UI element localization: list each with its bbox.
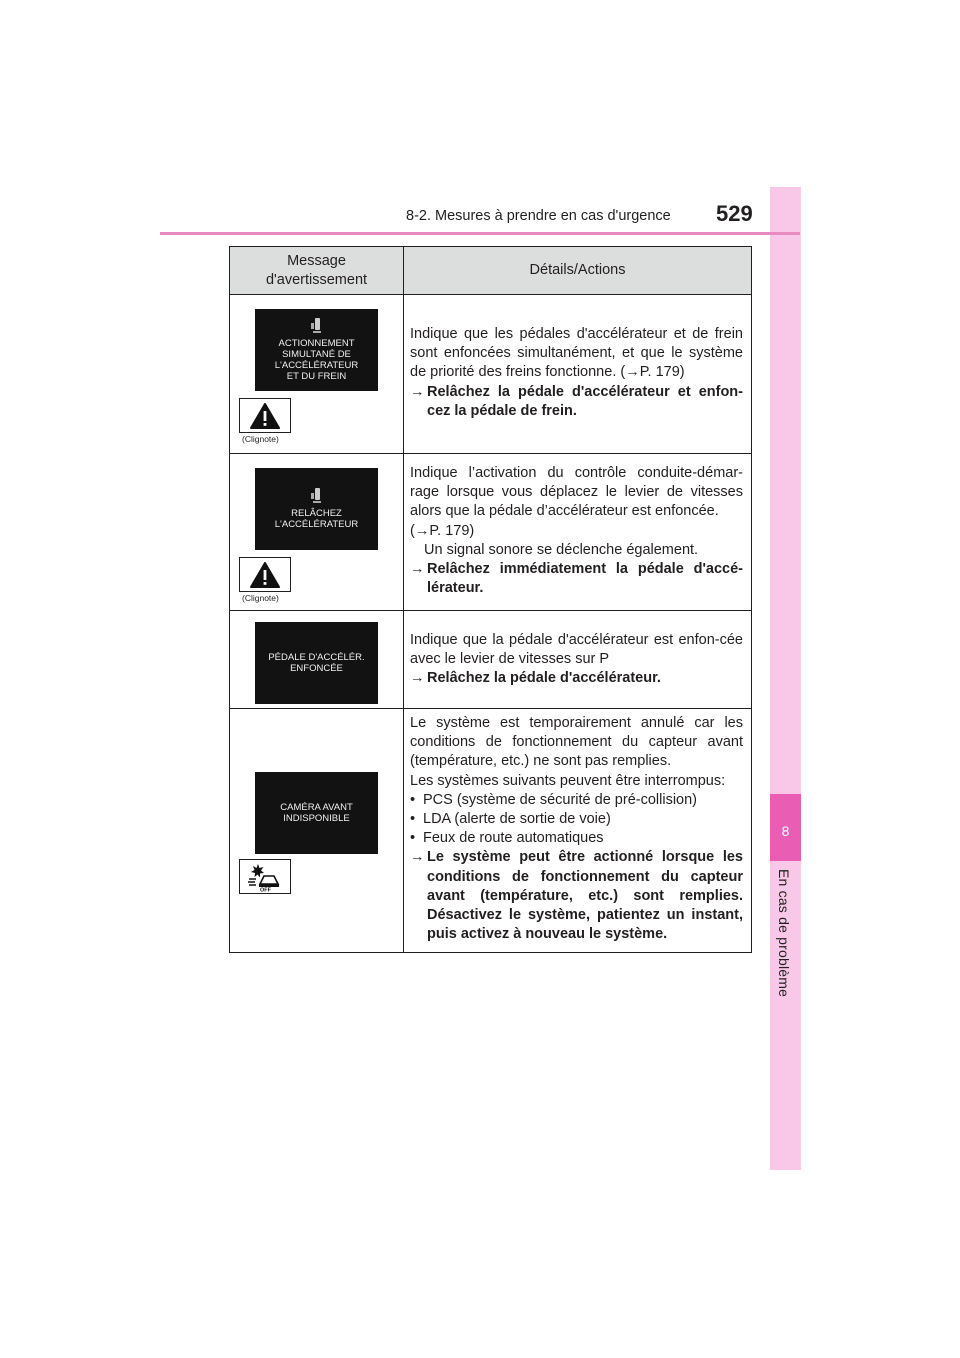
display-screen: RELÂCHEZ L'ACCÉLÉRATEUR	[255, 468, 378, 550]
arrow-icon: →	[410, 849, 425, 866]
description: Indique que les pédales d'accélérateur et de frein sont enfoncées simultanément, et que le système de priorité des freins fonctionne. (	[410, 326, 743, 381]
pcs-off-indicator	[239, 859, 291, 894]
description: Indique que la pédale d'accélérateur est enfon-cée avec le levier de vitesses sur P	[410, 632, 743, 668]
list-item: • LDA (alerte de sortie de voie)	[410, 811, 611, 828]
chapter-label: En cas de problème	[776, 869, 792, 998]
action-text: Relâchez la pédale d'accélérateur et enfon-cez la pédale de frein.	[427, 383, 743, 419]
warning-triangle-icon	[250, 562, 280, 588]
details-cell	[404, 611, 752, 709]
list-item: • PCS (système de sécurité de pré-collision)	[410, 791, 697, 808]
master-warning-indicator	[239, 557, 291, 592]
action-line	[410, 848, 743, 944]
description-2: Les systèmes suivants peuvent être interrompus:	[410, 772, 726, 789]
indicator-caption: (Clignote)	[242, 593, 279, 603]
column-header-details: Détails/Actions	[404, 247, 752, 295]
action-line	[410, 560, 743, 598]
warning-message-table	[229, 246, 752, 953]
chapter-number: 8	[781, 823, 790, 839]
details-cell	[404, 454, 752, 611]
header-rule	[160, 232, 800, 235]
indicator-caption: (Clignote)	[242, 434, 279, 444]
master-warning-indicator	[239, 398, 291, 433]
page-reference: P. 179)	[429, 522, 475, 539]
section-title: 8-2. Mesures à prendre en cas d'urgence	[406, 208, 671, 224]
table-row	[230, 454, 752, 611]
arrow-icon: →	[414, 522, 430, 539]
display-screen: CAMÉRA AVANT INDISPONIBLE	[255, 772, 378, 854]
action-line	[410, 383, 743, 421]
page-reference: P. 179)	[639, 364, 685, 381]
action-text: Le système peut être actionné lorsque les conditions de fonctionnement du capteur avant (température, etc.) sont remplies. Désactivez le système, patientez un instant, puis activez à nouveau le système.	[427, 849, 743, 943]
table-row	[230, 611, 752, 709]
indicator-off-label: OFF	[260, 887, 271, 892]
table-header-row	[230, 247, 752, 295]
warning-triangle-icon	[250, 403, 280, 429]
message-cell	[230, 454, 404, 611]
display-screen: ACTIONNEMENT SIMULTANÉ DE L'ACCÉLÉRATEUR ET DU FREIN	[255, 309, 378, 391]
description: Indique l’activation du contrôle conduite-démar-rage lorsque vous déplacez le levier de vitesses alors que la pédale d’accélérateur est enfoncée.	[410, 465, 743, 520]
list-item: • Feux de route automatiques	[410, 830, 604, 847]
pcs-off-icon	[245, 862, 285, 892]
action-line	[410, 669, 743, 688]
table-row	[230, 709, 752, 953]
message-cell	[230, 611, 404, 709]
message-cell	[230, 709, 404, 953]
details-cell	[404, 295, 752, 454]
arrow-icon: →	[410, 670, 425, 687]
pedal-icon	[310, 488, 324, 504]
table-row	[230, 295, 752, 454]
page-number: 529	[716, 201, 753, 226]
pedal-icon	[310, 318, 324, 334]
display-screen: PÉDALE D'ACCÉLÉR. ENFONCÉE	[255, 622, 378, 704]
message-cell	[230, 295, 404, 454]
arrow-icon: →	[410, 561, 425, 578]
reference-line: (→P. 179)	[410, 522, 475, 539]
note: Un signal sonore se déclenche également.	[424, 541, 699, 558]
arrow-icon: →	[410, 383, 425, 400]
action-text: Relâchez la pédale d'accélérateur.	[427, 670, 661, 687]
details-cell	[404, 709, 752, 953]
description: Le système est temporairement annulé car les conditions de fonctionnement du capteur avant (température, etc.) ne sont pas remplies.	[410, 715, 743, 770]
arrow-icon: →	[625, 364, 640, 381]
side-tab	[770, 187, 801, 1170]
column-header-message: Message d'avertissement	[230, 247, 404, 295]
action-text: Relâchez immédiatement la pédale d'accé-lérateur.	[427, 561, 743, 597]
